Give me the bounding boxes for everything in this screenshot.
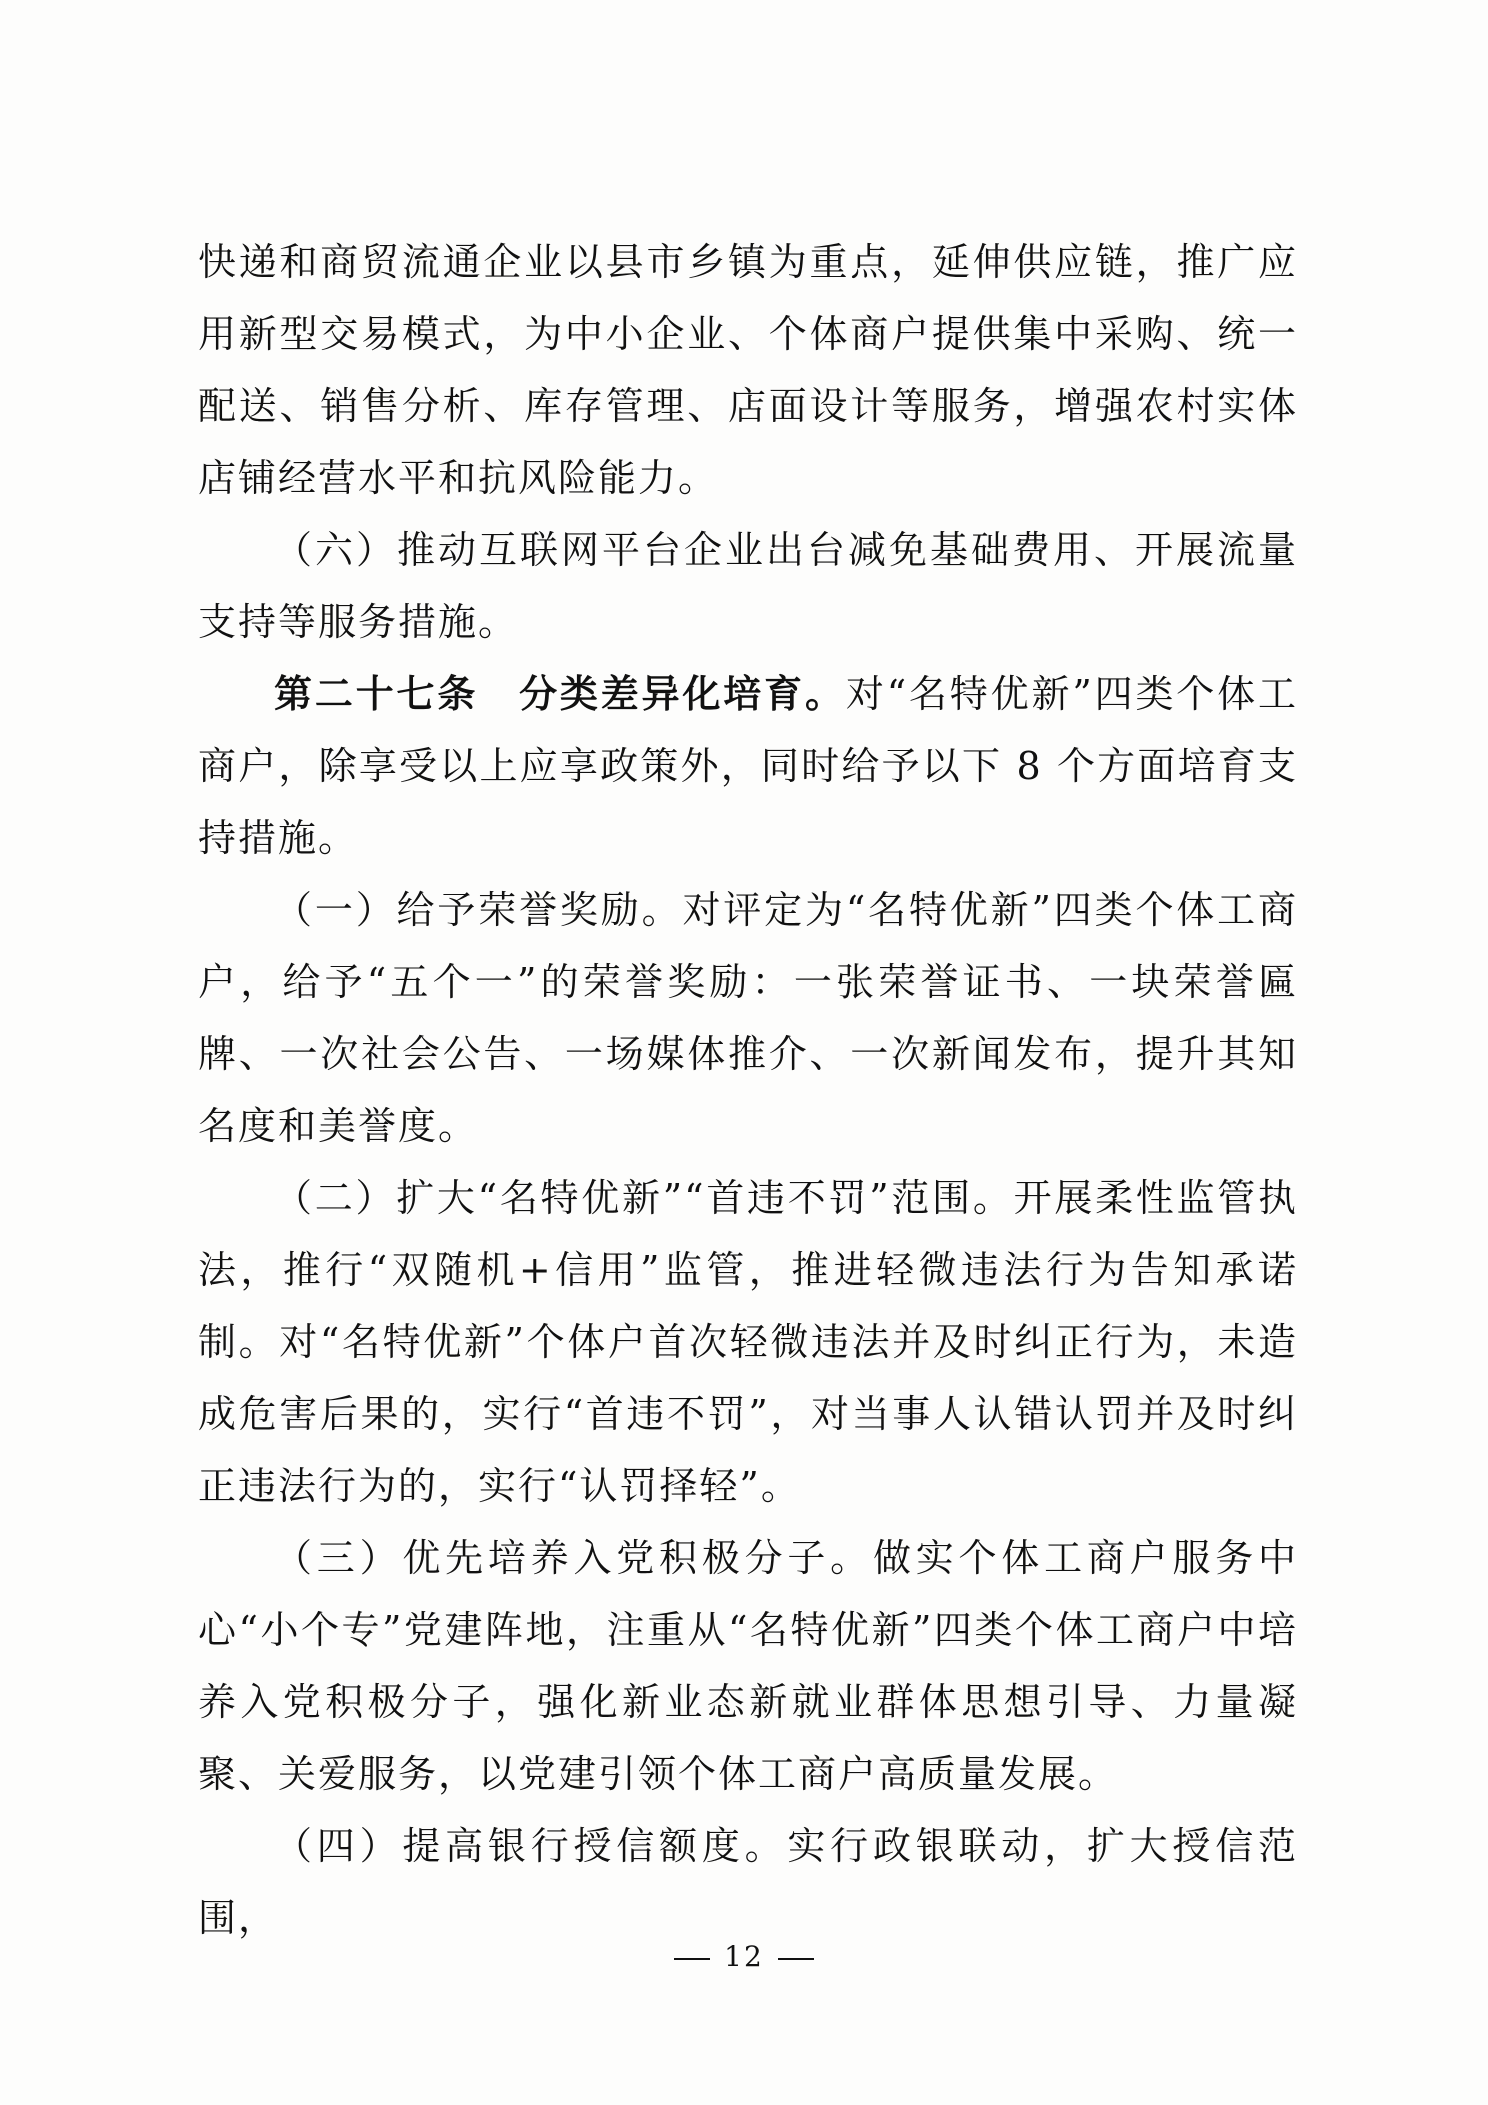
paragraph-text: （三）优先培养入党积极分子。做实个体工商户服务中心“小个专”党建阵地，注重从“名特优新”四类个体工商户中培养入党积极分子，强化新业态新就业群体思想引导、力量凝聚、关爱服务，以党建引领个体工商户高质量发展。 xyxy=(198,1536,1298,1796)
paragraph-p2 xyxy=(198,514,1298,658)
dash-left xyxy=(674,1958,710,1960)
paragraph-p1 xyxy=(198,226,1298,514)
paragraph-p6 xyxy=(198,1522,1298,1810)
paragraph-text: （六）推动互联网平台企业出台减免基础费用、开展流量支持等服务措施。 xyxy=(198,528,1298,644)
paragraph-text: 对“名特优新”四类个体工商户，除享受以上应享政策外，同时给予以下 8 个方面培育支持措施。 xyxy=(198,672,1298,860)
page-number-text: 12 xyxy=(724,1940,764,1973)
document-body xyxy=(198,226,1298,1954)
paragraph-text: （四）提高银行授信额度。实行政银联动，扩大授信范围， xyxy=(198,1824,1298,1940)
article-heading: 第二十七条 分类差异化培育。 xyxy=(274,671,846,716)
paragraph-p4 xyxy=(198,874,1298,1162)
paragraph-text: （二）扩大“名特优新”“首违不罚”范围。开展柔性监管执法，推行“双随机+信用”监管，推进轻微违法行为告知承诺制。对“名特优新”个体户首次轻微违法并及时纠正行为，未造成危害后果的，实行“首违不罚”，对当事人认错认罚并及时纠正违法行为的，实行“认罚择轻”。 xyxy=(198,1176,1298,1508)
paragraph-p5 xyxy=(198,1162,1298,1522)
page-number xyxy=(0,1940,1488,1973)
paragraph-text: （一）给予荣誉奖励。对评定为“名特优新”四类个体工商户，给予“五个一”的荣誉奖励：一张荣誉证书、一块荣誉匾牌、一次社会公告、一场媒体推介、一次新闻发布，提升其知名度和美誉度。 xyxy=(198,888,1298,1148)
paragraph-p3 xyxy=(198,658,1298,874)
dash-right xyxy=(778,1958,814,1960)
paragraph-text: 快递和商贸流通企业以县市乡镇为重点，延伸供应链，推广应用新型交易模式，为中小企业、个体商户提供集中采购、统一配送、销售分析、库存管理、店面设计等服务，增强农村实体店铺经营水平和抗风险能力。 xyxy=(198,240,1298,500)
paragraph-p7 xyxy=(198,1810,1298,1954)
